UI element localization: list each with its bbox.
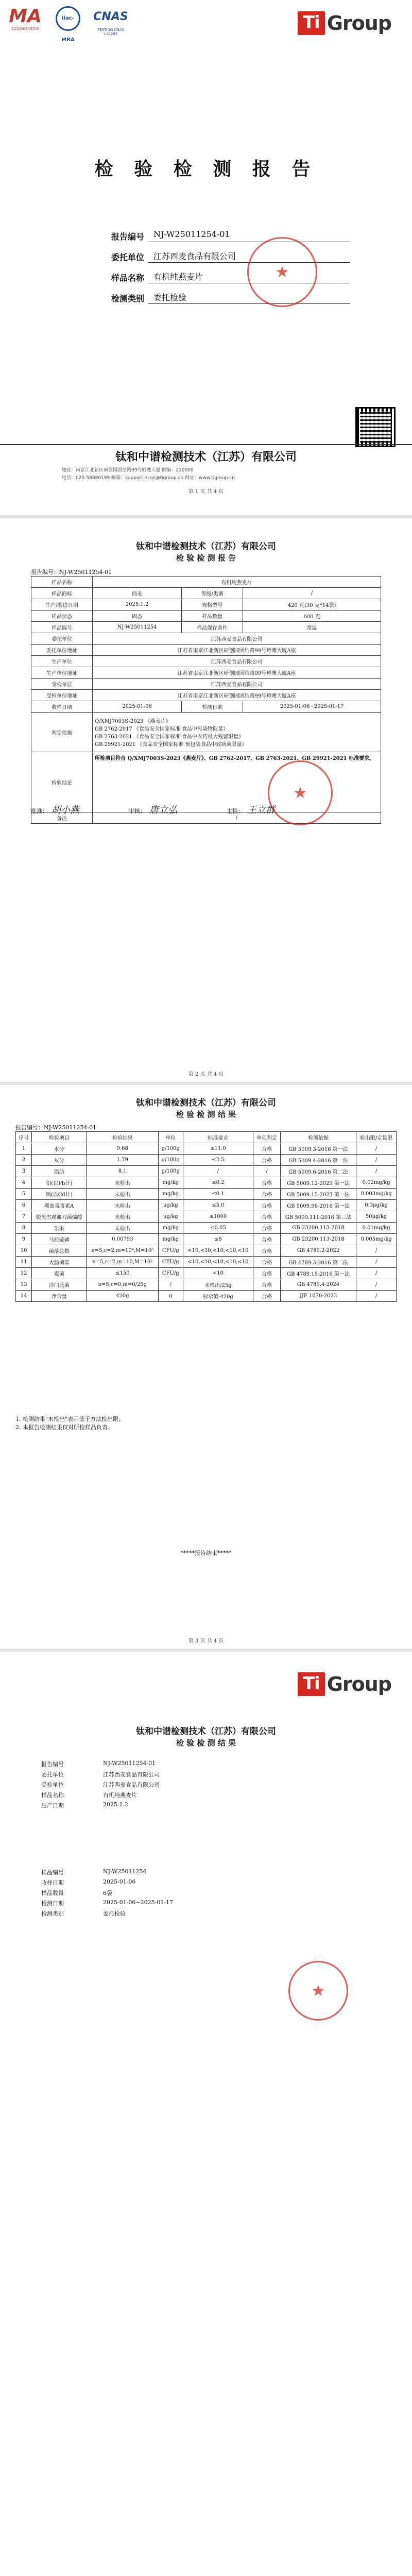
table-cell: 合格: [253, 1279, 281, 1291]
cell-value: 西麦: [93, 588, 182, 599]
table-cell: 14: [16, 1291, 32, 1302]
table-row: [16, 1291, 397, 1302]
page-title: 检 验 检 测 结 果: [176, 1738, 236, 1748]
table-cell: 合格: [253, 1268, 281, 1279]
info-block-2: [41, 1868, 371, 1920]
table-cell: 铅(以Pb计): [32, 1177, 87, 1189]
info-label: 检测类别: [41, 1910, 64, 1917]
cell-label: 委托单位: [31, 633, 93, 645]
cell-value: 常温: [243, 622, 381, 633]
info-row: [41, 1899, 371, 1909]
table-cell: 5: [16, 1189, 32, 1200]
note-line: 1. 检测结果"未检出"表示低于方法检出限；: [15, 1416, 125, 1422]
col-header: 检测依据: [280, 1132, 356, 1143]
table-row: [16, 1234, 397, 1245]
table-cell: 合格: [253, 1155, 281, 1166]
table-cell: 霉菌: [32, 1268, 87, 1279]
approver-signature: 胡小燕: [52, 805, 79, 816]
cell-value: 420 克(30 克*14袋): [243, 599, 381, 611]
table-cell: <10,<10,<10,<10,<10: [183, 1245, 253, 1257]
page-number: 第 3 页 共 4 页: [188, 1638, 224, 1644]
table-row: [31, 622, 381, 633]
table-cell: 合格: [253, 1211, 281, 1223]
table-cell: 未检出: [87, 1177, 159, 1189]
cell-value: 江苏省南京江北新区研创园团结路99号孵鹰大厦A座: [93, 645, 381, 656]
ilac-logo: [53, 6, 83, 43]
table-cell: GB 23200.113-2018: [280, 1234, 356, 1245]
info-row: [41, 1909, 371, 1920]
note-line: 2. 本报告检测结果仅对所检样品负责。: [15, 1424, 113, 1431]
table-cell: GB 4789.2-2022: [280, 1245, 356, 1257]
table-row: [16, 1279, 397, 1291]
info-block-1: [41, 1760, 371, 1811]
report-number: 报告编号：NJ-W25011254-01: [15, 1124, 97, 1131]
page-header-company: 钛和中谱检测技术（江苏）有限公司: [136, 541, 276, 552]
col-header: 标准要求: [183, 1132, 253, 1143]
info-value: 江苏西麦食品有限公司: [103, 1771, 160, 1778]
table-cell: ≤5.0: [183, 1200, 253, 1211]
info-value: NJ-W25011254-01: [103, 1760, 156, 1767]
cell-label: 等级/类别: [182, 588, 243, 599]
table-row: [31, 812, 381, 824]
cell-label: 样品数量: [182, 611, 243, 622]
table-cell: 50μg/kg: [356, 1211, 397, 1223]
results-table: [15, 1131, 397, 1302]
info-row: [41, 1801, 371, 1811]
table-row: [31, 611, 381, 622]
table-cell: GB 5009.12-2023 第一法: [280, 1177, 356, 1189]
table-cell: mg/kg: [159, 1189, 183, 1200]
table-cell: 8: [16, 1223, 32, 1234]
table-cell: /: [356, 1166, 397, 1177]
table-cell: JJF 1070-2023: [280, 1291, 356, 1302]
table-row: [31, 690, 381, 701]
info-row: [41, 1760, 371, 1770]
table-cell: 标示值:420g: [183, 1291, 253, 1302]
table-cell: /: [183, 1166, 253, 1177]
table-cell: 脂肪: [32, 1166, 87, 1177]
table-cell: 0.02mg/kg: [356, 1177, 397, 1189]
info-value: 江苏西麦食品有限公司: [103, 1782, 160, 1788]
col-header: 检验结果: [87, 1132, 159, 1143]
cell-label: 委托单位地址: [31, 645, 93, 656]
address-line: 地址：南京江北新区研创园团结路99号孵鹰大厦 邮编：210000: [62, 468, 194, 473]
info-value: 2025-01-06~2025-01-17: [103, 1899, 174, 1906]
company-seal: ★: [288, 1961, 348, 2021]
cell-label: 生产单位地址: [31, 667, 93, 679]
table-cell: ≤2.5: [183, 1155, 253, 1166]
table-row: [31, 667, 381, 679]
table-row: [31, 713, 381, 752]
inspector-label: 主检：: [227, 808, 244, 815]
page-title: 检 验 检 测 报 告: [176, 553, 236, 563]
cell-label: 判定依据: [31, 713, 93, 752]
table-cell: CFU/g: [159, 1245, 183, 1257]
table-cell: 合格: [253, 1234, 281, 1245]
table-row: [31, 633, 381, 645]
info-value: 有机纯燕麦片: [103, 1792, 137, 1799]
table-cell: g/100g: [159, 1155, 183, 1166]
table-row: [16, 1155, 397, 1166]
table-cell: 9: [16, 1234, 32, 1245]
table-cell: 未检出: [87, 1189, 159, 1200]
tigroup-logo: [298, 11, 391, 35]
cell-label: 生产单位: [31, 656, 93, 667]
page-number: 第 2 页 共 4 页: [188, 1072, 224, 1077]
cell-value: 2025-01-06~2025-01-17: [243, 701, 381, 713]
info-row: [41, 1878, 371, 1889]
info-label: 委托单位: [41, 1771, 64, 1778]
table-cell: /: [356, 1257, 397, 1268]
info-label: 样品编号: [41, 1869, 64, 1876]
brand-word: Group: [327, 12, 391, 35]
page-header-company: 钛和中谱检测技术（江苏）有限公司: [136, 1098, 276, 1108]
field-value: 委托检验: [148, 291, 350, 304]
cma-logo: MA 221020340153: [7, 6, 43, 31]
results-page: [0, 1085, 412, 1649]
table-cell: ≤11.0: [183, 1143, 253, 1155]
table-row: [16, 1189, 397, 1200]
page-header-company: 钛和中谱检测技术（江苏）有限公司: [136, 1726, 276, 1737]
cell-label: 受检单位地址: [31, 690, 93, 701]
table-cell: μg/kg: [159, 1211, 183, 1223]
table-cell: GB 5009.4-2016 第一法: [280, 1155, 356, 1166]
cell-value: NJ-W25011254: [93, 622, 182, 633]
table-cell: g/100g: [159, 1143, 183, 1155]
brand-box: Ti: [298, 1672, 325, 1696]
basis-line: GB 29921-2021 《食品安全国家标准 预包装食品中致病菌限量》: [95, 742, 247, 748]
reviewer-signature: 唐立弘: [149, 805, 177, 816]
cell-label: 样品名称: [31, 577, 93, 588]
cover-page: [0, 0, 412, 515]
basis-line: GB 2762-2017 《食品安全国家标准 食品中污染物限量》: [95, 726, 229, 732]
table-cell: 10: [16, 1245, 32, 1257]
info-row: [41, 1889, 371, 1899]
field-label: 委托单位: [111, 252, 144, 262]
table-cell: ≤8: [183, 1234, 253, 1245]
table-cell: CFU/g: [159, 1257, 183, 1268]
table-cell: 合格: [253, 1177, 281, 1189]
cell-value: 固态: [93, 611, 182, 622]
cell-value: 江苏西麦食品有限公司: [93, 679, 381, 690]
cell-label: 样品状态: [31, 611, 93, 622]
table-cell: mg/kg: [159, 1234, 183, 1245]
table-cell: GB 5009.3-2016 第一法: [280, 1143, 356, 1155]
table-cell: g/100g: [159, 1166, 183, 1177]
table-row: [16, 1177, 397, 1189]
table-cell: /: [356, 1279, 397, 1291]
table-cell: 净含量: [32, 1291, 87, 1302]
info-row: [41, 1781, 371, 1791]
field-label: 检测类别: [111, 294, 144, 303]
table-cell: 未检出: [87, 1200, 159, 1211]
field-value: 江苏西麦食品有限公司: [148, 250, 350, 263]
cell-value: 有机纯燕麦片: [93, 577, 381, 588]
table-header-row: [16, 1132, 397, 1143]
table-cell: /: [356, 1268, 397, 1279]
table-cell: 420g: [87, 1291, 159, 1302]
table-cell: /: [356, 1143, 397, 1155]
table-cell: n=5,c=2,m=10,M=10²: [87, 1257, 159, 1268]
info-label: 样品名称: [41, 1792, 64, 1799]
field-value: NJ-W25011254-01: [148, 229, 350, 242]
table-cell: GB 5009.111-2016 第三法: [280, 1211, 356, 1223]
table-row: [16, 1268, 397, 1279]
cell-value: /: [243, 588, 381, 599]
company-seal: ★: [247, 237, 317, 307]
table-cell: CFU/g: [159, 1268, 183, 1279]
company-seal: ★: [268, 760, 333, 825]
cell-value: 江苏省南京江北新区研创园团结路99号孵鹰大厦A座: [93, 690, 381, 701]
table-cell: n=5,c=2,m=10⁴,M=10⁵: [87, 1245, 159, 1257]
field-value: 有机纯燕麦片: [148, 270, 350, 283]
ilac-label: ilac-MRA: [56, 6, 80, 31]
table-cell: 赭曲霉毒素A: [32, 1200, 87, 1211]
info-value: 6袋: [103, 1890, 112, 1896]
info-label: 受检单位: [41, 1782, 64, 1788]
table-cell: /: [159, 1279, 183, 1291]
cover-title: 检 验 检 测 报 告: [94, 158, 318, 180]
table-row: [16, 1245, 397, 1257]
col-header: 单位: [159, 1132, 183, 1143]
cell-label: 检测日期: [182, 701, 243, 713]
table-cell: 镉(以Cd计): [32, 1189, 87, 1200]
table-cell: 合格: [253, 1257, 281, 1268]
accreditation-logos: [7, 6, 129, 43]
reviewer-label: 审核：: [129, 808, 146, 815]
table-cell: mg/kg: [159, 1223, 183, 1234]
table-cell: 7: [16, 1211, 32, 1223]
table-cell: 6: [16, 1200, 32, 1211]
col-header: 单项判定: [253, 1132, 281, 1143]
table-cell: 0.3μg/kg: [356, 1200, 397, 1211]
table-cell: ≤0.05: [183, 1223, 253, 1234]
table-cell: GB 5009.96-2016 第一法: [280, 1200, 356, 1211]
conclusion-text: 所检项目符合 Q/XMJ7003S-2023《燕麦片》、GB 2762-2017、GB 2763-2021、GB 29921-2021 标准要求。: [93, 752, 381, 812]
info-label: 收样日期: [41, 1879, 64, 1886]
cell-label: 规格型号: [182, 599, 243, 611]
inspector-signature: 王立群: [247, 805, 275, 816]
col-header: 序号: [16, 1132, 32, 1143]
table-cell: GB 5009.15-2023 第一法: [280, 1189, 356, 1200]
table-row: [16, 1200, 397, 1211]
qr-code: [355, 407, 396, 447]
table-cell: 3: [16, 1166, 32, 1177]
brand-box: Ti: [298, 11, 325, 35]
table-cell: 1: [16, 1143, 32, 1155]
table-cell: 13: [16, 1279, 32, 1291]
table-cell: g: [159, 1291, 183, 1302]
table-cell: 4: [16, 1177, 32, 1189]
cell-value: /: [93, 812, 381, 824]
approver-label: 批准：: [31, 808, 48, 815]
brand-word: Group: [327, 1673, 391, 1696]
info-value: 2025.1.2: [103, 1801, 128, 1808]
table-cell: 合格: [253, 1291, 281, 1302]
cell-value: 江苏省南京江北新区研创园团结路99号孵鹰大厦A座: [93, 667, 381, 679]
info-row: [41, 1868, 371, 1878]
cnas-logo: [93, 6, 129, 36]
table-cell: 合格: [253, 1245, 281, 1257]
report-number: 报告编号：NJ-W25011254-01: [31, 569, 112, 575]
cell-label: 检验结论: [31, 752, 93, 812]
info-value: 2025-01-06: [103, 1878, 136, 1885]
table-row: [31, 577, 381, 588]
cnas-label: CNAS: [93, 10, 128, 23]
cell-value: 2025-01-06: [93, 701, 182, 713]
table-cell: ≤150: [87, 1268, 159, 1279]
table-cell: 未检出/25g: [183, 1279, 253, 1291]
table-cell: 11: [16, 1257, 32, 1268]
table-row: [16, 1211, 397, 1223]
table-cell: GB 4789.4-2024: [280, 1279, 356, 1291]
info-row: [41, 1770, 371, 1781]
end-mark: *****报告结束*****: [180, 1550, 232, 1556]
table-cell: /: [356, 1245, 397, 1257]
table-row: [31, 645, 381, 656]
table-cell: 沙门氏菌: [32, 1279, 87, 1291]
info-value: 委托检验: [103, 1910, 126, 1917]
cell-label: 备注: [31, 812, 93, 824]
cell-value: 江苏西麦食品有限公司: [93, 633, 381, 645]
cma-code: 221020340153: [11, 27, 39, 31]
table-cell: 合格: [253, 1143, 281, 1155]
table-cell: 灰分: [32, 1155, 87, 1166]
table-cell: 未检出: [87, 1223, 159, 1234]
table-cell: 未检出: [87, 1211, 159, 1223]
col-header: 检验项目: [32, 1132, 87, 1143]
table-cell: /: [356, 1155, 397, 1166]
cnas-code: TESTING CNAS L10283: [97, 28, 124, 36]
info-row: [41, 1791, 371, 1801]
cell-label: 样品编号: [31, 622, 93, 633]
table-cell: GB 4789.3-2016 第二法: [280, 1257, 356, 1268]
info-label: 生产日期: [41, 1802, 64, 1809]
cell-label: 收样日期: [31, 701, 93, 713]
info-label: 检测日期: [41, 1900, 64, 1907]
summary-page: [0, 518, 412, 1082]
table-cell: 菌落总数: [32, 1245, 87, 1257]
table-cell: n=5,c=0,m=0/25g: [87, 1279, 159, 1291]
table-row: [31, 588, 381, 599]
cover-field-row: [82, 222, 350, 242]
table-row: [31, 656, 381, 667]
table-cell: ≤0.1: [183, 1189, 253, 1200]
company-name: 钛和中谱检测技术（江苏）有限公司: [115, 450, 297, 464]
table-cell: GB 5009.6-2016 第二法: [280, 1166, 356, 1177]
cell-label: 样品保存条件: [182, 622, 243, 633]
table-cell: mg/kg: [159, 1177, 183, 1189]
table-cell: 马拉硫磷: [32, 1234, 87, 1245]
page-number: 第 1 页 共 4 页: [188, 489, 224, 495]
info-value: NJ-W25011254: [103, 1868, 147, 1875]
table-cell: GB 4789.15-2016 第一法: [280, 1268, 356, 1279]
cell-label: 生产/购进日期: [31, 599, 93, 611]
table-cell: ≤1000: [183, 1211, 253, 1223]
cell-value: 2025.1.2: [93, 599, 182, 611]
table-cell: 0.00793: [87, 1234, 159, 1245]
cell-value: 600 克: [243, 611, 381, 622]
table-cell: 合格: [253, 1223, 281, 1234]
basis-line: GB 2763-2021 《食品安全国家标准 食品中农药最大残留限量》: [95, 734, 244, 740]
info-label: 报告编号: [41, 1761, 64, 1768]
info-label: 样品数量: [41, 1890, 64, 1896]
table-cell: 合格: [253, 1189, 281, 1200]
basis-line: Q/XMJ7003S-2023 《燕麦片》: [95, 719, 171, 724]
page-title: 检 验 检 测 结 果: [176, 1110, 236, 1119]
table-cell: 12: [16, 1268, 32, 1279]
table-row: [31, 701, 381, 713]
table-cell: <10: [183, 1268, 253, 1279]
table-cell: 8.1: [87, 1166, 159, 1177]
table-cell: 脱氧雪腐镰刀菌烯醇: [32, 1211, 87, 1223]
table-cell: 合格: [253, 1200, 281, 1211]
table-cell: 9.68: [87, 1143, 159, 1155]
cell-label: 样品商标: [31, 588, 93, 599]
table-row: [16, 1143, 397, 1155]
tigroup-logo: [298, 1672, 391, 1696]
table-row: [16, 1257, 397, 1268]
divider: [0, 444, 412, 445]
table-cell: μg/kg: [159, 1200, 183, 1211]
table-cell: 0.005mg/kg: [356, 1234, 397, 1245]
table-cell: <10,<10,<10,<10,<10: [183, 1257, 253, 1268]
table-cell: ≤0.2: [183, 1177, 253, 1189]
table-row: [16, 1223, 397, 1234]
field-label: 报告编号: [111, 232, 144, 242]
table-cell: /: [253, 1166, 281, 1177]
final-page: [0, 1652, 412, 2576]
table-cell: 1.79: [87, 1155, 159, 1166]
table-cell: GB 23200.113-2018: [280, 1223, 356, 1234]
cell-value: 江苏西麦食品有限公司: [93, 656, 381, 667]
table-cell: /: [356, 1291, 397, 1302]
table-cell: 2: [16, 1155, 32, 1166]
table-cell: 0.003mg/kg: [356, 1189, 397, 1200]
col-header: 检出限/定量限: [356, 1132, 397, 1143]
table-row: [31, 599, 381, 611]
table-cell: 大肠菌群: [32, 1257, 87, 1268]
table-cell: 0.01mg/kg: [356, 1223, 397, 1234]
contact-line: 电话：025-58880199 邮箱：support.ncqs@tigroup.cn 网址：www.tigroup.cn: [62, 476, 235, 481]
basis-cell: [93, 713, 381, 752]
table-cell: 水分: [32, 1143, 87, 1155]
cell-label: 受检单位: [31, 679, 93, 690]
table-row: [16, 1166, 397, 1177]
field-label: 样品名称: [111, 273, 144, 283]
table-cell: 乐果: [32, 1223, 87, 1234]
table-row: [31, 679, 381, 690]
